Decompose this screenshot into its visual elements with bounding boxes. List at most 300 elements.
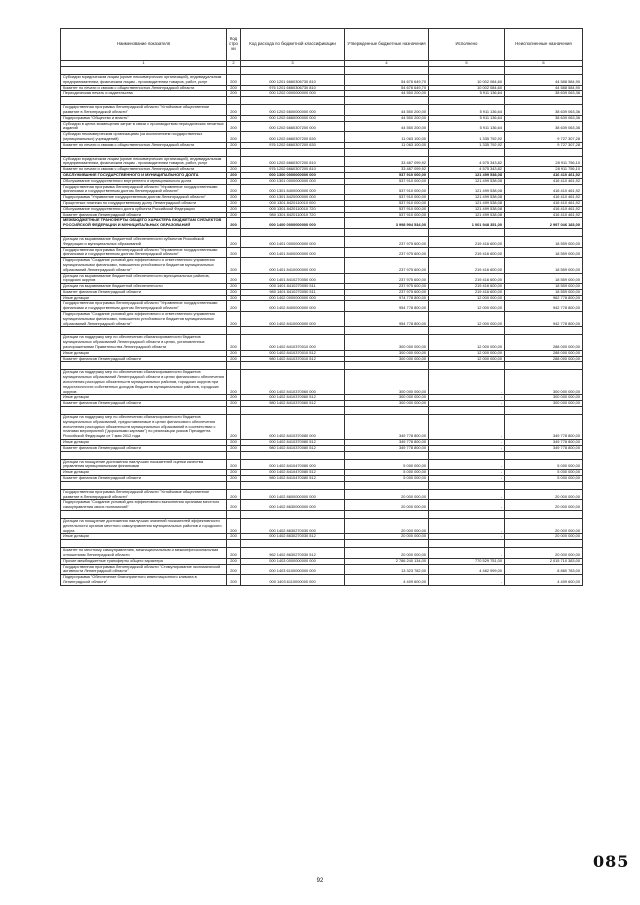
row-approved (345, 327, 429, 335)
row-unexecuted: 4 409 600,00 (505, 575, 583, 586)
row-line-code: 200 (227, 178, 241, 184)
row-approved (345, 148, 429, 156)
row-budget-code: 976 1202 6660307200 630 (241, 142, 345, 148)
row-unexecuted (505, 510, 583, 518)
row-executed (429, 67, 505, 75)
table-row (61, 575, 583, 586)
row-line-code: 200 (227, 356, 241, 362)
row-line-code: 200 (227, 247, 241, 258)
table-header-row (61, 29, 583, 61)
row-budget-code: 000 1403 6100000000 000 (241, 564, 345, 575)
spacer-row (61, 148, 583, 156)
table-row (61, 415, 583, 440)
row-line-code: 200 (227, 200, 241, 206)
row-budget-code: 980 1301 8420110010 720 (241, 212, 345, 218)
row-approved: 300 000 000,00 (345, 350, 429, 356)
row-executed: 10 002 084,60 (429, 85, 505, 91)
row-approved: 300 000 000,00 (345, 401, 429, 407)
row-line-code (227, 407, 241, 415)
header-approved: Утвержденные бюджетные назначения (345, 29, 429, 61)
row-line-code (227, 228, 241, 236)
row-unexecuted: 416 410 461,92 (505, 206, 583, 212)
row-line-code: 200 (227, 459, 241, 470)
row-name: Иные дотации (61, 470, 227, 476)
row-approved: 2 786 240 134,00 (345, 558, 429, 564)
row-approved: 44 550 200,00 (345, 91, 429, 97)
row-approved: 349 778 800,00 (345, 445, 429, 451)
row-name: Иные дотации (61, 350, 227, 356)
row-name: Подпрограмма "Общество и власть" (61, 115, 227, 121)
row-line-code (227, 148, 241, 156)
row-budget-code (241, 148, 345, 156)
row-approved (345, 67, 429, 75)
row-executed (429, 362, 505, 370)
row-name: Подпрограмма "Управление государственным долгом Ленинградской области" (61, 195, 227, 201)
row-executed: - (429, 401, 505, 407)
row-line-code: 200 (227, 206, 241, 212)
row-name: Дотации на поддержку мер по обеспечению сбалансированности бюджетов муниципальных образований, предоставляемые в целях финансового обеспечения исполнения расходных обязательств муниципальных образований в соответствии с планами мероприятий ("дорожными картами") по реализации указов Президента Российской Федерации от 7 мая 2012 года (61, 415, 227, 440)
row-budget-code (241, 407, 345, 415)
row-approved: 537 910 000,00 (345, 200, 429, 206)
row-unexecuted: 300 000 000,00 (505, 401, 583, 407)
row-executed: 219 416 600,00 (429, 273, 505, 284)
row-unexecuted: 942 778 800,00 (505, 301, 583, 312)
row-approved: 300 000 000,00 (345, 335, 429, 350)
row-line-code: 200 (227, 132, 241, 143)
table-row (61, 370, 583, 395)
row-executed: 4 575 343,82 (429, 156, 505, 167)
row-line-code (227, 451, 241, 459)
row-budget-code: 000 1402 8400000000 000 (241, 301, 345, 312)
row-executed: 121 499 538,08 (429, 200, 505, 206)
spacer-row (61, 451, 583, 459)
row-executed: - (429, 370, 505, 395)
row-executed: 219 416 600,00 (429, 247, 505, 258)
row-approved: 5 000 000,00 (345, 459, 429, 470)
row-budget-code: 000 1301 0000000000 000 (241, 178, 345, 184)
header-unexecuted: Неисполненные назначения (505, 29, 583, 61)
row-line-code: 200 (227, 558, 241, 564)
row-line-code: 200 (227, 236, 241, 247)
row-name: Субсидии юридическим лицам (кроме некоммерческих организаций), индивидуальным предпринимателям, физическим лицам - производителям товаров, работ, услуг (61, 156, 227, 167)
row-executed: 1 335 792,92 (429, 142, 505, 148)
row-unexecuted: 5 000 000,00 (505, 470, 583, 476)
row-executed: 121 499 538,08 (429, 195, 505, 201)
row-name (61, 362, 227, 370)
table-row (61, 489, 583, 500)
row-budget-code: 980 1402 8410370080 512 (241, 445, 345, 451)
row-name: Подпрограмма "Обеспечение благоприятного инвестиционного климата в Ленинградской области" (61, 575, 227, 586)
row-budget-code: 000 1202 0000000000 000 (241, 91, 345, 97)
row-approved: 11 063 100,00 (345, 132, 429, 143)
row-executed (429, 228, 505, 236)
row-budget-code (241, 540, 345, 548)
row-unexecuted: 288 000 000,00 (505, 350, 583, 356)
row-executed: - (429, 518, 505, 533)
row-budget-code: 000 1301 8400000000 000 (241, 184, 345, 195)
row-name: Подпрограмма "Создание условий для эффективного и ответственного управления муниципальными финансами, повышения устойчивости бюджетов муниципальных образований Ленинградской области" (61, 258, 227, 273)
row-name: Процентные платежи по государственному долгу Ленинградской области (61, 200, 227, 206)
row-executed: 12 000 000,00 (429, 312, 505, 327)
row-budget-code (241, 510, 345, 518)
row-approved (345, 407, 429, 415)
row-unexecuted: 2 997 046 183,00 (505, 218, 583, 229)
row-approved: 33 487 099,92 (345, 167, 429, 173)
row-unexecuted (505, 228, 583, 236)
row-budget-code: 000 1202 6600000000 000 (241, 105, 345, 116)
row-name: Государственная программа Ленинградской области "Управление государственными финансами и государственным долгом Ленинградской области" (61, 247, 227, 258)
row-executed: - (429, 489, 505, 500)
row-budget-code: 000 1402 8410470080 000 (241, 459, 345, 470)
row-executed: 5 911 136,64 (429, 105, 505, 116)
row-name: Иные дотации (61, 534, 227, 540)
row-unexecuted: 18 559 000,00 (505, 273, 583, 284)
row-unexecuted: 44 588 584,90 (505, 85, 583, 91)
header-executed: Исполнено (429, 29, 505, 61)
row-line-code: 200 (227, 415, 241, 440)
row-line-code: 200 (227, 401, 241, 407)
row-approved (345, 362, 429, 370)
row-budget-code: 000 1402 8410370010 000 (241, 335, 345, 350)
row-name: Комитет финансов Ленинградской области (61, 356, 227, 362)
row-unexecuted: 20 000 000,00 (505, 518, 583, 533)
row-approved: 4 409 600,00 (345, 575, 429, 586)
row-name: Иные дотации (61, 395, 227, 401)
row-line-code: 200 (227, 470, 241, 476)
row-approved (345, 481, 429, 489)
row-executed: 121 499 538,08 (429, 206, 505, 212)
row-line-code (227, 97, 241, 105)
row-approved: 11 063 100,00 (345, 142, 429, 148)
spacer-row (61, 510, 583, 518)
row-name: Иные дотации (61, 295, 227, 301)
row-approved: 537 910 000,00 (345, 172, 429, 178)
row-unexecuted: 300 000 000,00 (505, 395, 583, 401)
row-approved: 20 000 000,00 (345, 500, 429, 511)
row-unexecuted: 9 727 307,28 (505, 142, 583, 148)
row-name (61, 148, 227, 156)
table-row (61, 500, 583, 511)
row-name (61, 407, 227, 415)
row-executed (429, 510, 505, 518)
row-line-code: 200 (227, 258, 241, 273)
row-unexecuted: 288 000 000,00 (505, 335, 583, 350)
row-approved: 349 778 800,00 (345, 415, 429, 440)
row-approved (345, 228, 429, 236)
row-approved: 3 998 994 534,00 (345, 218, 429, 229)
table-row (61, 301, 583, 312)
row-approved: 537 910 000,00 (345, 212, 429, 218)
row-unexecuted: 962 778 800,00 (505, 295, 583, 301)
row-budget-code: 000 1403 6110000000 000 (241, 575, 345, 586)
row-approved: 537 910 000,00 (345, 184, 429, 195)
row-executed: - (429, 445, 505, 451)
table-row (61, 273, 583, 284)
row-unexecuted (505, 407, 583, 415)
table-row (61, 335, 583, 350)
row-budget-code: 000 1402 8410470080 512 (241, 470, 345, 476)
row-budget-code: 000 1401 8410270050 000 (241, 273, 345, 284)
row-budget-code (241, 451, 345, 459)
row-approved (345, 451, 429, 459)
row-approved (345, 540, 429, 548)
column-number: 5 (429, 61, 505, 67)
row-line-code: 200 (227, 518, 241, 533)
row-executed: 12 000 000,00 (429, 335, 505, 350)
table-row (61, 518, 583, 533)
row-line-code: 200 (227, 312, 241, 327)
row-approved: 954 778 800,00 (345, 312, 429, 327)
row-line-code: 200 (227, 445, 241, 451)
row-line-code: 200 (227, 335, 241, 350)
row-unexecuted: 416 410 461,92 (505, 195, 583, 201)
row-approved: 954 778 800,00 (345, 301, 429, 312)
budget-sheet (60, 28, 582, 586)
row-line-code: 200 (227, 370, 241, 395)
row-approved: 237 975 600,00 (345, 236, 429, 247)
row-approved: 54 676 649,70 (345, 75, 429, 86)
row-budget-code (241, 67, 345, 75)
table-row (61, 132, 583, 143)
row-budget-code: 000 1402 8630270030 000 (241, 518, 345, 533)
row-budget-code: 000 1402 8410370060 512 (241, 395, 345, 401)
row-executed: 121 499 538,08 (429, 184, 505, 195)
row-name (61, 327, 227, 335)
table-row (61, 247, 583, 258)
row-executed: 5 911 136,64 (429, 115, 505, 121)
row-executed: - (429, 470, 505, 476)
row-name: Дотации на выравнивание бюджетной обеспеченности (61, 284, 227, 290)
row-unexecuted: 416 410 461,92 (505, 178, 583, 184)
row-unexecuted: 18 559 000,00 (505, 284, 583, 290)
row-name: Комитет финансов Ленинградской области (61, 401, 227, 407)
row-unexecuted: 18 559 000,00 (505, 289, 583, 295)
spacer-row (61, 362, 583, 370)
row-budget-code: 000 1202 6660307200 000 (241, 121, 345, 132)
row-line-code: 200 (227, 564, 241, 575)
row-line-code (227, 67, 241, 75)
row-name (61, 228, 227, 236)
row-budget-code: 000 1301 8420110010 720 (241, 206, 345, 212)
row-unexecuted: 416 410 461,92 (505, 184, 583, 195)
row-line-code: 200 (227, 489, 241, 500)
table-row (61, 105, 583, 116)
row-budget-code: 980 1401 8410270050 511 (241, 289, 345, 295)
row-approved: 20 000 000,00 (345, 548, 429, 559)
row-budget-code (241, 228, 345, 236)
row-executed: 219 416 600,00 (429, 258, 505, 273)
row-executed: - (429, 548, 505, 559)
row-line-code: 200 (227, 156, 241, 167)
row-approved: 537 910 000,00 (345, 195, 429, 201)
row-executed (429, 481, 505, 489)
table-row (61, 459, 583, 470)
row-unexecuted: 38 639 063,36 (505, 115, 583, 121)
row-name: Комитет по местному самоуправлению, межнациональным и межконфессиональным отношениям Ленинградской области (61, 548, 227, 559)
row-executed (429, 451, 505, 459)
row-executed: 5 911 136,64 (429, 121, 505, 132)
row-approved: 300 000 000,00 (345, 370, 429, 395)
row-budget-code: 000 1402 0000000000 000 (241, 295, 345, 301)
row-line-code (227, 481, 241, 489)
row-executed: 770 529 751,00 (429, 558, 505, 564)
row-approved: 537 910 000,00 (345, 206, 429, 212)
row-unexecuted: 44 588 584,90 (505, 75, 583, 86)
row-executed (429, 540, 505, 548)
row-executed (429, 327, 505, 335)
row-name: Субсидии некоммерческим организациям (за исключением государственных (муниципальных) учреждений) (61, 132, 227, 143)
row-name: Подпрограмма "Создание условий для эффективного выполнения органами местного самоуправления своих полномочий" (61, 500, 227, 511)
row-executed: - (429, 534, 505, 540)
row-approved (345, 97, 429, 105)
row-approved: 20 000 000,00 (345, 489, 429, 500)
row-name: ОБСЛУЖИВАНИЕ ГОСУДАРСТВЕННОГО И МУНИЦИПАЛЬНОГО ДОЛГА (61, 172, 227, 178)
row-approved (345, 510, 429, 518)
row-approved: 33 487 099,92 (345, 156, 429, 167)
row-name: Комитет по печати и связям с общественностью Ленинградской области (61, 142, 227, 148)
row-budget-code: 000 1202 6660307200 630 (241, 132, 345, 143)
row-line-code: 200 (227, 575, 241, 586)
row-line-code: 200 (227, 167, 241, 173)
row-name: Комитет финансов Ленинградской области (61, 445, 227, 451)
row-budget-code: 000 1402 8410370080 512 (241, 440, 345, 446)
row-line-code: 200 (227, 289, 241, 295)
row-unexecuted: 5 000 000,00 (505, 459, 583, 470)
table-row (61, 548, 583, 559)
spacer-row (61, 540, 583, 548)
row-line-code (227, 510, 241, 518)
column-number: 4 (345, 61, 429, 67)
row-line-code: 200 (227, 476, 241, 482)
row-budget-code: 000 1301 8420110010 000 (241, 200, 345, 206)
row-executed: 219 416 600,00 (429, 289, 505, 295)
row-approved: 349 778 800,00 (345, 440, 429, 446)
row-budget-code: 000 1402 8410370080 000 (241, 415, 345, 440)
row-unexecuted: 416 410 461,92 (505, 200, 583, 206)
row-approved: 20 000 000,00 (345, 518, 429, 533)
row-name: Дотации на поощрение достижения наилучших значений показателей эффективности деятельности органов местного самоуправления муниципальных районов и городского округа (61, 518, 227, 533)
header-line: Код стро ки (227, 29, 241, 61)
row-executed: 219 416 600,00 (429, 284, 505, 290)
row-name: Государственная программа Ленинградской области "Управление государственными финансами и государственным долгом Ленинградской области" (61, 184, 227, 195)
row-name: Периодическая печать и издательства (61, 91, 227, 97)
row-line-code: 200 (227, 395, 241, 401)
row-executed: - (429, 440, 505, 446)
row-name: Дотации на выравнивание бюджетной обеспеченности муниципальных районов, городских округов (61, 273, 227, 284)
row-name: Комитет по печати и связям с общественностью Ленинградской области (61, 167, 227, 173)
row-executed: - (429, 575, 505, 586)
row-budget-code: 000 1401 8410270050 511 (241, 284, 345, 290)
table-row (61, 564, 583, 575)
row-approved: 300 000 000,00 (345, 356, 429, 362)
row-name: Государственная программа Ленинградской области "Стимулирование экономической активности Ленинградской области" (61, 564, 227, 575)
row-budget-code: 000 1402 8630000000 000 (241, 500, 345, 511)
row-name: Подпрограмма "Создание условий для эффективного и ответственного управления муниципальными финансами, повышения устойчивости бюджетов муниципальных образований Ленинградской области" (61, 312, 227, 327)
row-approved: 537 910 000,00 (345, 178, 429, 184)
row-unexecuted: 20 000 000,00 (505, 500, 583, 511)
row-line-code: 200 (227, 295, 241, 301)
row-approved: 237 975 600,00 (345, 289, 429, 295)
row-executed: 121 499 538,08 (429, 212, 505, 218)
row-executed: 10 002 084,60 (429, 75, 505, 86)
row-line-code: 200 (227, 172, 241, 178)
row-budget-code: 000 1402 8600000000 000 (241, 489, 345, 500)
row-unexecuted: 28 911 756,10 (505, 167, 583, 173)
row-unexecuted: 18 559 000,00 (505, 258, 583, 273)
row-name: Государственная программа Ленинградской области "Устойчивое общественное развитие в Ленинградской области" (61, 105, 227, 116)
row-approved: 237 975 600,00 (345, 273, 429, 284)
row-name: Дотации на поощрение достижения наилучших показателей оценки качества управления муниципальными финансами (61, 459, 227, 470)
row-approved: 974 778 800,00 (345, 295, 429, 301)
row-executed: 121 499 538,08 (429, 172, 505, 178)
row-budget-code: 000 1202 6660307200 810 (241, 156, 345, 167)
row-name (61, 540, 227, 548)
row-unexecuted: 8 860 783,00 (505, 564, 583, 575)
row-budget-code: 000 1402 8410000000 000 (241, 312, 345, 327)
page-stamp: 085 (593, 852, 630, 871)
row-line-code (227, 327, 241, 335)
row-line-code: 200 (227, 500, 241, 511)
row-budget-code: 000 1402 8410370010 512 (241, 350, 345, 356)
row-budget-code: 980 1402 8410470080 512 (241, 476, 345, 482)
row-budget-code (241, 327, 345, 335)
row-budget-code: 980 1402 8410370010 512 (241, 356, 345, 362)
table-row (61, 218, 583, 229)
row-unexecuted: 2 015 710 383,00 (505, 558, 583, 564)
row-approved: 44 550 200,00 (345, 115, 429, 121)
row-unexecuted: 20 000 000,00 (505, 489, 583, 500)
row-name: Дотации на поддержку мер по обеспечению сбалансированности бюджетов муниципальных образований Ленинградской области в целях, установленных распоряжениями Правительства Ленинградской области (61, 335, 227, 350)
row-budget-code: 000 1402 8410370060 000 (241, 370, 345, 395)
row-line-code: 200 (227, 195, 241, 201)
row-line-code (227, 540, 241, 548)
row-name: Дотации на выравнивание бюджетной обеспеченности субъектов Российской Федерации и муниципальных образований (61, 236, 227, 247)
row-executed: 5 911 136,64 (429, 91, 505, 97)
row-name: МЕЖБЮДЖЕТНЫЕ ТРАНСФЕРТЫ ОБЩЕГО ХАРАКТЕРА БЮДЖЕТАМ СУБЪЕКТОВ РОССИЙСКОЙ ФЕДЕРАЦИИ И МУНИЦИПАЛЬНЫХ ОБРАЗОВАНИЙ (61, 218, 227, 229)
row-name: Государственная программа Ленинградской области "Управление государственными финансами и государственным долгом Ленинградской области" (61, 301, 227, 312)
row-line-code (227, 362, 241, 370)
row-line-code: 200 (227, 301, 241, 312)
row-unexecuted: 38 639 063,36 (505, 105, 583, 116)
table-row (61, 236, 583, 247)
row-name: Комитет финансов Ленинградской области (61, 289, 227, 295)
row-approved: 54 676 649,70 (345, 85, 429, 91)
row-name (61, 97, 227, 105)
row-unexecuted: 18 559 000,00 (505, 236, 583, 247)
row-executed (429, 97, 505, 105)
header-name: Наименование показателя (61, 29, 227, 61)
row-line-code: 200 (227, 218, 241, 229)
table-row (61, 312, 583, 327)
column-number: 3 (241, 61, 345, 67)
row-unexecuted: 18 559 000,00 (505, 247, 583, 258)
row-executed: 12 000 000,00 (429, 356, 505, 362)
table-row (61, 258, 583, 273)
row-approved: 237 975 600,00 (345, 284, 429, 290)
column-number: 6 (505, 61, 583, 67)
row-executed: 12 000 000,00 (429, 301, 505, 312)
row-line-code: 200 (227, 115, 241, 121)
row-budget-code (241, 362, 345, 370)
row-executed: 4 575 343,82 (429, 167, 505, 173)
table-row (61, 156, 583, 167)
row-name (61, 510, 227, 518)
row-unexecuted: 5 000 000,00 (505, 476, 583, 482)
row-budget-code: 000 1402 8630270030 512 (241, 534, 345, 540)
row-line-code: 200 (227, 350, 241, 356)
row-name: Субсидии юридическим лицам (кроме некоммерческих организаций), индивидуальным предпринимателям, физическим лицам - производителям товаров, работ, услуг (61, 75, 227, 86)
row-unexecuted: 9 727 307,28 (505, 132, 583, 143)
